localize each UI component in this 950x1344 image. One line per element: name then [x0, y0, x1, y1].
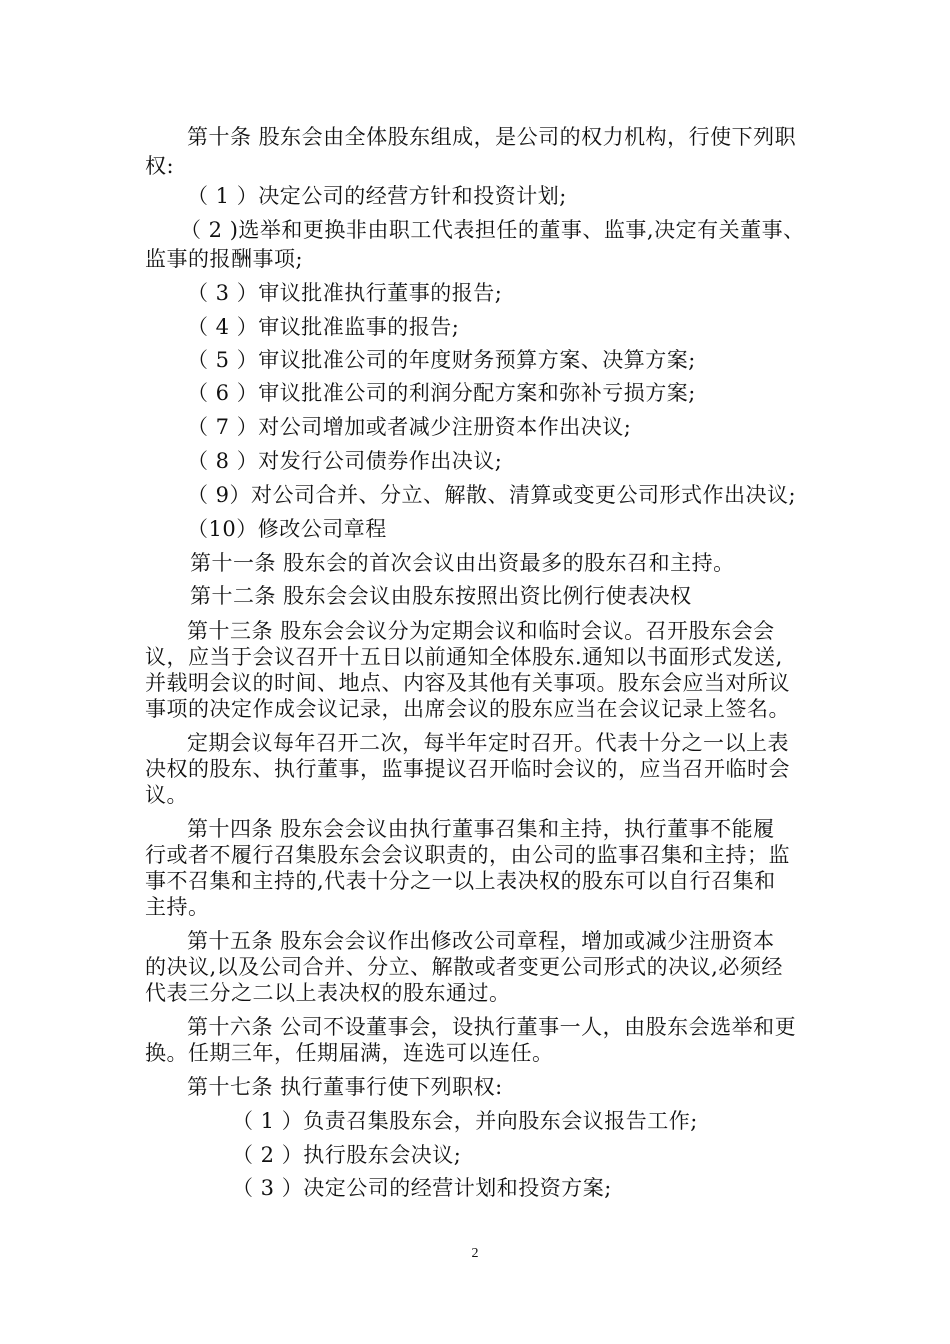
text-line: 主持。 — [145, 895, 210, 919]
text-line: 第十三条 股东会会议分为定期会议和临时会议。召开股东会会 — [187, 619, 775, 643]
text-line: 第十二条 股东会会议由股东按照出资比例行使表决权 — [190, 584, 692, 608]
text-line: 事不召集和主持的,代表十分之一以上表决权的股东可以自行召集和 — [145, 869, 776, 893]
text-line: 第十一条 股东会的首次会议由出资最多的股东召和主持。 — [190, 551, 735, 575]
text-line: （ 2 ）执行股东会决议; — [232, 1143, 462, 1167]
text-line: （ 8 ）对发行公司债券作出决议; — [187, 449, 503, 473]
text-line: （ 3 ）决定公司的经营计划和投资方案; — [232, 1176, 612, 1200]
text-line: 决权的股东、执行董事，监事提议召开临时会议的，应当召开临时会 — [145, 757, 790, 781]
text-line: 权: — [145, 154, 175, 178]
text-line: 并载明会议的时间、地点、内容及其他有关事项。股东会应当对所议 — [145, 671, 790, 695]
text-line: （ 9）对公司合并、分立、解散、清算或变更公司形式作出决议; — [187, 483, 797, 507]
text-line: 第十四条 股东会会议由执行董事召集和主持，执行董事不能履 — [187, 817, 775, 841]
text-line: 第十条 股东会由全体股东组成，是公司的权力机构，行使下列职 — [187, 125, 797, 149]
text-line: 议，应当于会议召开十五日以前通知全体股东.通知以书面形式发送, — [145, 645, 783, 669]
text-line: 换。任期三年，任期届满，连选可以连任。 — [145, 1041, 554, 1065]
text-line: （ 5 ）审议批准公司的年度财务预算方案、决算方案; — [187, 348, 696, 372]
text-line: （ 1 ）决定公司的经营方针和投资计划; — [187, 184, 567, 208]
text-line: （ 1 ）负责召集股东会，并向股东会议报告工作; — [232, 1109, 698, 1133]
text-line: 第十六条 公司不设董事会，设执行董事一人，由股东会选举和更 — [187, 1015, 797, 1039]
text-line: （ 6 ）审议批准公司的利润分配方案和弥补亏损方案; — [187, 381, 696, 405]
text-line: 事项的决定作成会议记录，出席会议的股东应当在会议记录上签名。 — [145, 697, 790, 721]
text-line: 代表三分之二以上表决权的股东通过。 — [145, 981, 511, 1005]
text-line: 第十五条 股东会会议作出修改公司章程，增加或减少注册资本 — [187, 929, 775, 953]
text-line: （ 2 )选举和更换非由职工代表担任的董事、监事,决定有关董事、 — [180, 218, 805, 242]
text-line: 行或者不履行召集股东会会议职责的，由公司的监事召集和主持；监 — [145, 843, 790, 867]
text-line: 的决议,以及公司合并、分立、解散或者变更公司形式的决议,必须经 — [145, 955, 783, 979]
text-line: 监事的报酬事项; — [145, 247, 304, 271]
text-line: 第十七条 执行董事行使下列职权: — [187, 1075, 503, 1099]
text-line: （ 3 ）审议批准执行董事的报告; — [187, 281, 503, 305]
text-line: （ 4 ）审议批准监事的报告; — [187, 315, 460, 339]
page-number: 2 — [471, 1246, 479, 1261]
text-line: （10）修改公司章程 — [187, 517, 387, 541]
text-line: （ 7 ）对公司增加或者减少注册资本作出决议; — [187, 415, 632, 439]
text-line: 定期会议每年召开二次，每半年定时召开。代表十分之一以上表 — [187, 731, 789, 755]
text-line: 议。 — [145, 783, 188, 807]
